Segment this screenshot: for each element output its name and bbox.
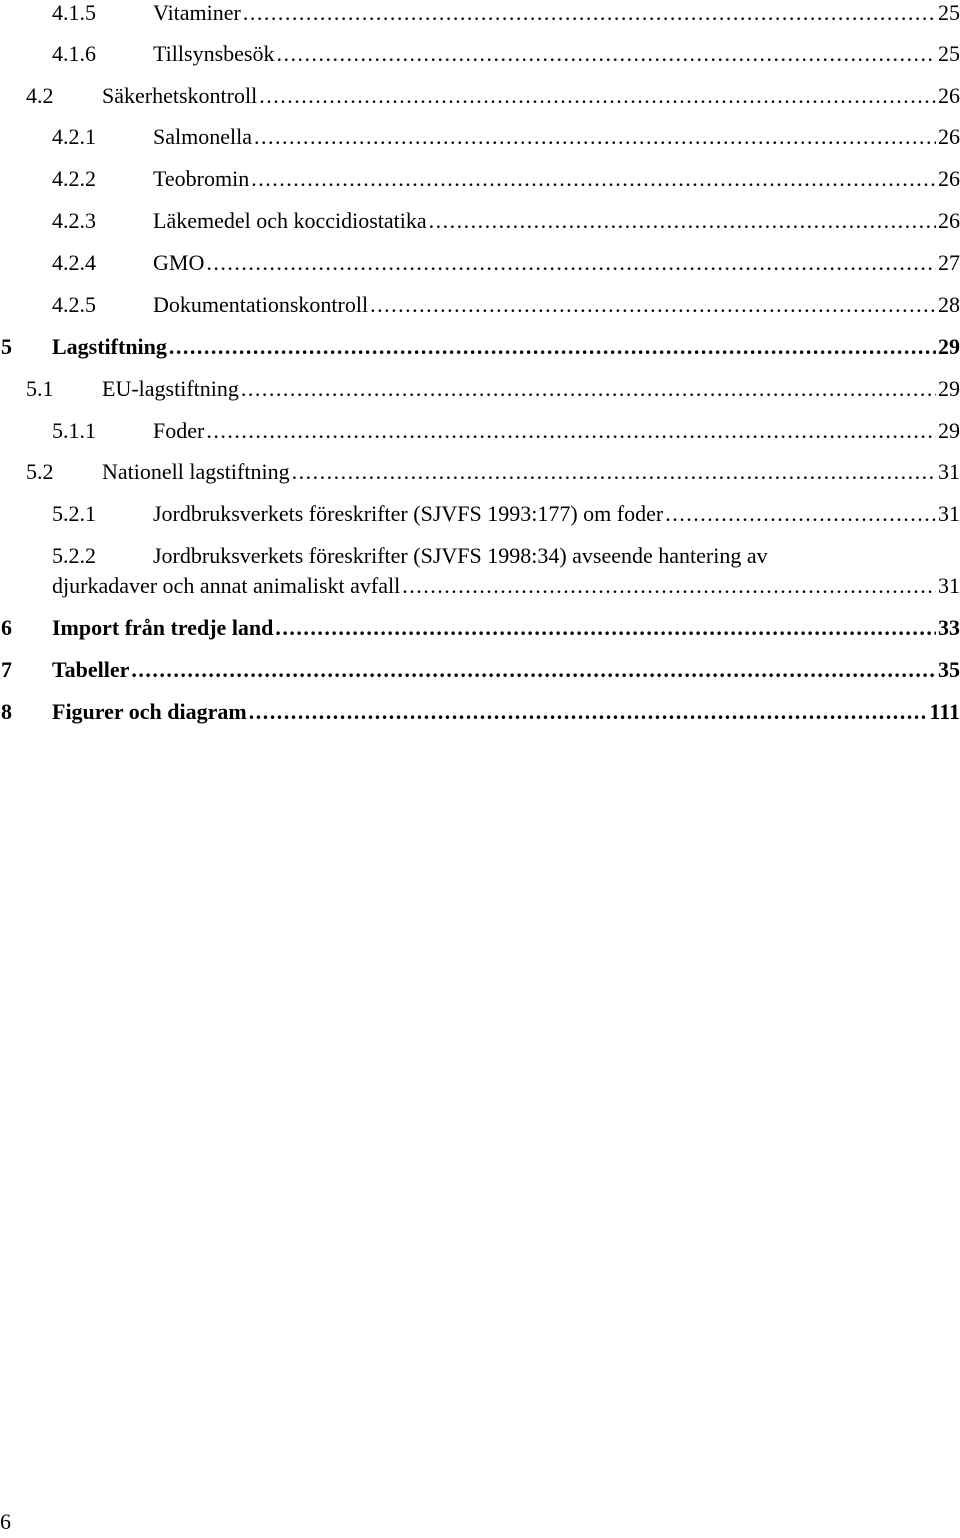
toc-entry-title: Teobromin bbox=[153, 166, 250, 191]
toc-entry-title: Läkemedel och koccidiostatika bbox=[153, 208, 427, 233]
toc-entry-number: 7 bbox=[1, 657, 12, 682]
dot-leader bbox=[429, 208, 936, 234]
page-number: 6 bbox=[0, 1509, 11, 1534]
toc-entry-page: 111 bbox=[929, 699, 960, 724]
toc-entry-title: Vitaminer bbox=[153, 0, 241, 25]
toc-entry-number: 8 bbox=[1, 699, 12, 724]
toc-entry-number: 4.2.3 bbox=[52, 208, 96, 233]
toc-entry-title: Foder bbox=[153, 418, 205, 443]
toc-entry-title-line-1: Jordbruksverkets föreskrifter (SJVFS 1998:34) avseende hantering av bbox=[153, 543, 768, 568]
toc-entry-number: 5.2 bbox=[26, 459, 54, 484]
dot-leader bbox=[254, 124, 936, 150]
dot-leader bbox=[131, 657, 936, 683]
toc-entry-5-1[interactable] bbox=[0, 376, 960, 418]
toc-entry-title: Salmonella bbox=[153, 124, 252, 149]
toc-entry-title-line-2: djurkadaver och annat animaliskt avfall bbox=[52, 573, 401, 598]
toc-entry-page: 26 bbox=[938, 208, 960, 233]
toc-entry-page: 29 bbox=[938, 334, 960, 359]
toc-entry-title: EU-lagstiftning bbox=[102, 376, 239, 401]
toc-entry-page: 29 bbox=[938, 418, 960, 443]
toc-entry-number: 5 bbox=[1, 334, 12, 359]
toc-entry-7[interactable] bbox=[0, 657, 960, 699]
dot-leader bbox=[249, 699, 928, 725]
toc-entry-page: 27 bbox=[938, 250, 960, 275]
dot-leader bbox=[370, 292, 936, 318]
toc-entry-page: 31 bbox=[938, 459, 960, 484]
toc-entry-title: Import från tredje land bbox=[52, 615, 274, 640]
toc-entry-4-1-6[interactable] bbox=[0, 41, 960, 83]
toc-entry-title: Jordbruksverkets föreskrifter (SJVFS 1993:177) om foder bbox=[153, 501, 664, 526]
toc-entry-4-2-4[interactable] bbox=[0, 250, 960, 292]
toc-entry-8[interactable] bbox=[0, 699, 960, 741]
dot-leader bbox=[241, 376, 936, 402]
toc-entry-title: GMO bbox=[153, 250, 205, 275]
toc-entry-number: 4.2.5 bbox=[52, 292, 96, 317]
toc-entry-page: 26 bbox=[938, 83, 960, 108]
toc-entry-5-2-1[interactable] bbox=[0, 501, 960, 543]
dot-leader bbox=[259, 83, 936, 109]
toc-entry-number: 4.2.1 bbox=[52, 124, 96, 149]
toc-entry-5-1-1[interactable] bbox=[0, 418, 960, 460]
toc-entry-page: 29 bbox=[938, 376, 960, 401]
toc-entry-number: 6 bbox=[1, 615, 12, 640]
dot-leader bbox=[243, 0, 936, 26]
toc-entry-page: 25 bbox=[938, 0, 960, 25]
toc-entry-page: 31 bbox=[938, 501, 960, 526]
toc-entry-number: 4.1.5 bbox=[52, 0, 96, 25]
dot-leader bbox=[275, 615, 936, 641]
toc-entry-number: 4.2.2 bbox=[52, 166, 96, 191]
dot-leader bbox=[169, 334, 936, 360]
dot-leader bbox=[402, 573, 936, 599]
toc-entry-page: 28 bbox=[938, 292, 960, 317]
toc-entry-number: 5.1.1 bbox=[52, 418, 96, 443]
toc-entry-4-2-2[interactable] bbox=[0, 166, 960, 208]
toc-entry-page: 33 bbox=[938, 615, 960, 640]
toc-entry-page: 26 bbox=[938, 166, 960, 191]
toc-entry-5-2[interactable] bbox=[0, 459, 960, 501]
toc-entry-title: Figurer och diagram bbox=[52, 699, 247, 724]
toc-entry-number: 5.1 bbox=[26, 376, 54, 401]
toc-entry-title: Lagstiftning bbox=[52, 334, 167, 359]
toc-entry-title: Säkerhetskontroll bbox=[102, 83, 258, 108]
toc-entry-4-2[interactable] bbox=[0, 83, 960, 125]
toc-entry-number: 4.1.6 bbox=[52, 41, 96, 66]
dot-leader bbox=[292, 459, 936, 485]
toc-entry-title: Tabeller bbox=[52, 657, 130, 682]
toc-entry-5[interactable] bbox=[0, 334, 960, 376]
toc-entry-page: 31 bbox=[938, 573, 960, 598]
dot-leader bbox=[276, 41, 936, 67]
toc-entry-4-1-5[interactable] bbox=[0, 0, 960, 42]
toc-entry-number: 4.2.4 bbox=[52, 250, 96, 275]
toc-entry-5-2-2[interactable] bbox=[0, 543, 960, 613]
toc-entry-page: 35 bbox=[938, 657, 960, 682]
toc-entry-number: 4.2 bbox=[26, 83, 54, 108]
toc-entry-4-2-1[interactable] bbox=[0, 124, 960, 166]
toc-entry-6[interactable] bbox=[0, 615, 960, 657]
toc-entry-page: 25 bbox=[938, 41, 960, 66]
toc-entry-page: 26 bbox=[938, 124, 960, 149]
dot-leader bbox=[251, 166, 936, 192]
toc-entry-number: 5.2.2 bbox=[52, 543, 96, 568]
toc-entry-4-2-5[interactable] bbox=[0, 292, 960, 334]
toc-entry-title: Tillsynsbesök bbox=[153, 41, 275, 66]
dot-leader bbox=[665, 501, 936, 527]
toc-entry-4-2-3[interactable] bbox=[0, 208, 960, 250]
toc-entry-number: 5.2.1 bbox=[52, 501, 96, 526]
dot-leader bbox=[206, 418, 936, 444]
toc-entry-title: Nationell lagstiftning bbox=[102, 459, 290, 484]
toc-entry-title: Dokumentationskontroll bbox=[153, 292, 369, 317]
dot-leader bbox=[206, 250, 936, 276]
